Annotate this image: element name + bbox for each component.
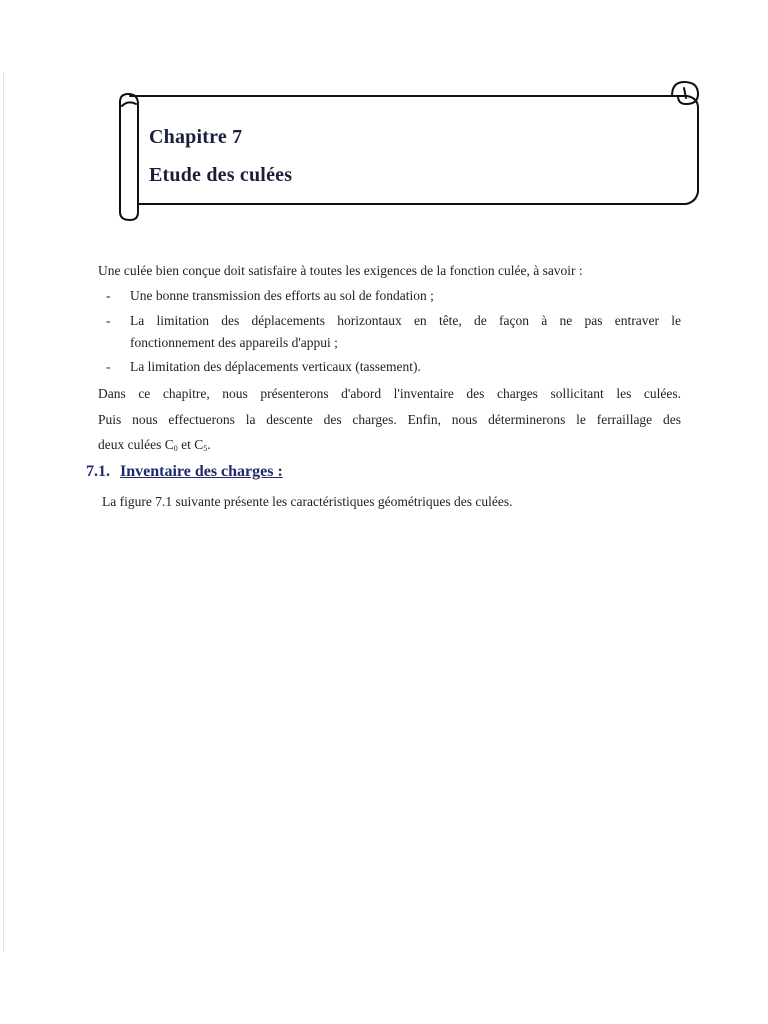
bullet-item-2-line-2: fonctionnement des appareils d'appui ;	[130, 335, 338, 350]
chapter-title: Etude des culées	[149, 164, 293, 186]
bullet-dash: -	[106, 359, 111, 374]
bullet-item-3: La limitation des déplacements verticaux (tassement).	[130, 359, 421, 374]
bullet-dash: -	[106, 288, 111, 303]
intro-text: Une culée bien conçue doit satisfaire à toutes les exigences de la fonction culée, à savoir :	[98, 263, 583, 278]
paragraph-line-3-suffix: .	[207, 437, 211, 452]
figure-intro-text: La figure 7.1 suivante présente les caractéristiques géométriques des culées.	[102, 494, 513, 509]
paragraph-line-1: Dans ce chapitre, nous présenterons d'abord l'inventaire des charges sollicitant les culées.	[98, 386, 681, 401]
culee-subscript-0: 0	[173, 444, 178, 453]
chapter-label: Chapitre 7	[149, 126, 243, 148]
paragraph-line-3-prefix: deux culées C	[98, 437, 174, 452]
scroll-frame	[112, 74, 704, 224]
page-edge	[3, 72, 4, 952]
paragraph-line-2: Puis nous effectuerons la descente des charges. Enfin, nous déterminerons le ferraillage des	[98, 412, 681, 427]
section-heading	[86, 463, 283, 481]
section-number: 7.1.	[86, 463, 110, 480]
bullet-item-1: Une bonne transmission des efforts au sol de fondation ;	[130, 288, 434, 303]
section-title: Inventaire des charges :	[120, 463, 283, 480]
culee-subscript-5: 5	[203, 444, 208, 453]
bullet-dash: -	[106, 313, 111, 328]
chapter-scroll-banner	[112, 74, 704, 224]
paragraph-line-3	[98, 436, 211, 458]
paragraph-line-3-middle: et C	[177, 437, 204, 452]
bullet-item-2-line-1: La limitation des déplacements horizontaux en tête, de façon à ne pas entraver le	[130, 313, 681, 328]
